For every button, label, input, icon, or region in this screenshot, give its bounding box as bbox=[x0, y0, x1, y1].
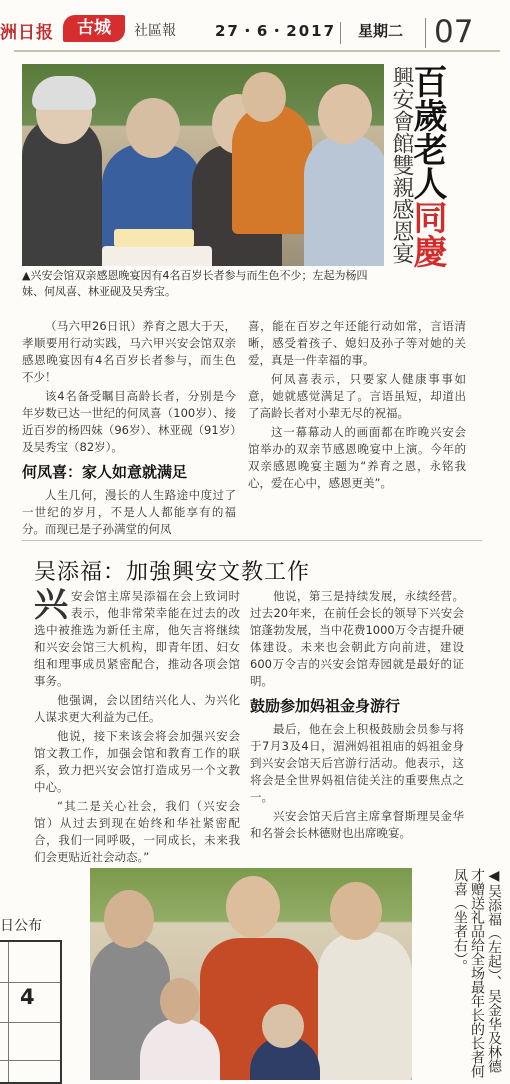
paragraph: 他说，接下来该会将会加强兴安会馆文教工作，加强会馆和教育工作的联系，致力把兴安会馆打造成另一个文教中心。 bbox=[34, 729, 240, 794]
issue-weekday: 星期二 bbox=[358, 22, 404, 40]
gift-presentation-photo bbox=[90, 868, 412, 1080]
paragraph: “其二是关心社会，我们（兴安会馆）从过去到现在始终和华社紧密配合，我们一同呼吸，一同成长，未来我们会更贴近社会动态。” bbox=[34, 799, 240, 864]
paragraph: 何凤喜表示，只要家人健康事事如意，她就感觉满足了。言语虽短，却道出了高龄长者对小辈无尽的祝福。 bbox=[248, 372, 466, 420]
paragraph: 人生几何，漫长的人生路途中度过了一世纪的岁月，不是人人都能享有的福分。而现已是子孙满堂的何凤 bbox=[22, 488, 236, 536]
paragraph: 喜，能在百岁之年还能行动如常，言语清晰，感受着孩子、媳妇及孙子等对她的关爱，真是一件幸福的事。 bbox=[248, 319, 466, 367]
paragraph: （马六甲26日讯）养育之恩大于天，孝顺要用行动实践，马六甲兴安会馆双亲感恩晚宴因有4名百岁长者参与，而生色不少！ bbox=[22, 319, 236, 384]
article2-column-right bbox=[250, 588, 464, 844]
section-divider bbox=[22, 540, 482, 541]
header-rule bbox=[14, 50, 500, 52]
paragraph: 最后，他在会上积极鼓励会员参与将于7月3及4日，湄洲妈祖祖庙的妈祖金身到兴安会馆天后宫游行活动。他表示，这将会是全世界妈祖信徒关注的重要焦点之一。 bbox=[250, 722, 464, 804]
paragraph: 安会馆主席吴添福在会上致词时表示，他非常荣幸能在过去的改选中被推选为新任主席，他矢言将继续和兴安会馆三大机构，即青年团、妇女组和理事成员紧密配合，推动各项会馆事务。 bbox=[34, 589, 240, 688]
paragraph: 他强调，会以团结兴化人、为兴化人谋求更大利益为己任。 bbox=[34, 693, 240, 724]
sudoku-number: 4 bbox=[20, 985, 35, 1009]
issue-date: 27・6・2017 bbox=[215, 22, 337, 40]
article2-headline: 吴添福：加強興安文教工作 bbox=[34, 560, 311, 585]
drop-cap: 兴 bbox=[34, 585, 68, 625]
paragraph: 他说，第三是持续发展，永续经营。过去20年来，在前任会长的领导下兴安会馆蓬勃发展，当中花费1000万令吉提升硬体建设。未来也会朝此方向前进，建设600万令吉的兴安会馆寿园就是最好的证明。 bbox=[250, 589, 464, 688]
paper-name: 洲日报 bbox=[0, 23, 54, 43]
header-divider bbox=[425, 18, 426, 48]
article-subtitle: 興安會館雙親感恩宴 bbox=[389, 66, 414, 264]
paragraph: 该4名备受瞩目高龄长者，分别是今年岁数已达一世纪的何凤喜（100岁）、接近百岁的杨四妹（96岁）、林亚砚（91岁）及吴秀宝（82岁）。 bbox=[22, 389, 236, 454]
section-subhead: 鼓励参加妈祖金身游行 bbox=[250, 697, 401, 715]
article2-column-left bbox=[34, 585, 240, 868]
article1-column-right bbox=[248, 318, 466, 494]
photo-caption: ▲兴安会馆双亲感恩晚宴因有4名百岁长者参与而生色不少；左起为杨四妹、何凤喜、林亚砚及吴秀宝。 bbox=[22, 269, 368, 298]
sub-section-label: 社區報 bbox=[134, 23, 176, 39]
article1-column-left bbox=[22, 318, 236, 540]
photo-caption: ◀吴添福（左起）、吴金华及林德才赠送礼品给全场最年长的长者何凤喜（坐者右）。 bbox=[452, 868, 502, 1078]
section-subhead: 何凤喜：家人如意就满足 bbox=[22, 463, 188, 481]
sudoku-grid bbox=[0, 940, 62, 1084]
elders-photo bbox=[22, 64, 384, 266]
page-number: 07 bbox=[434, 14, 474, 50]
paragraph: 兴安会馆天后宫主席拿督斯理吴金华和名誉会长林德财也出席晚宴。 bbox=[250, 809, 464, 840]
section-badge: 古城 bbox=[63, 15, 125, 42]
puzzle-heading: 日公布 bbox=[0, 918, 42, 934]
paragraph: 这一幕幕动人的画面都在昨晚兴安会馆举办的双亲节感恩晚宴中上演。今年的双亲感恩晚宴主题为“养育之恩，永铭我心，爱在心中，感恩更美”。 bbox=[248, 425, 466, 490]
header-divider bbox=[340, 22, 341, 44]
article-title: 百歲老人同慶 bbox=[407, 64, 447, 268]
